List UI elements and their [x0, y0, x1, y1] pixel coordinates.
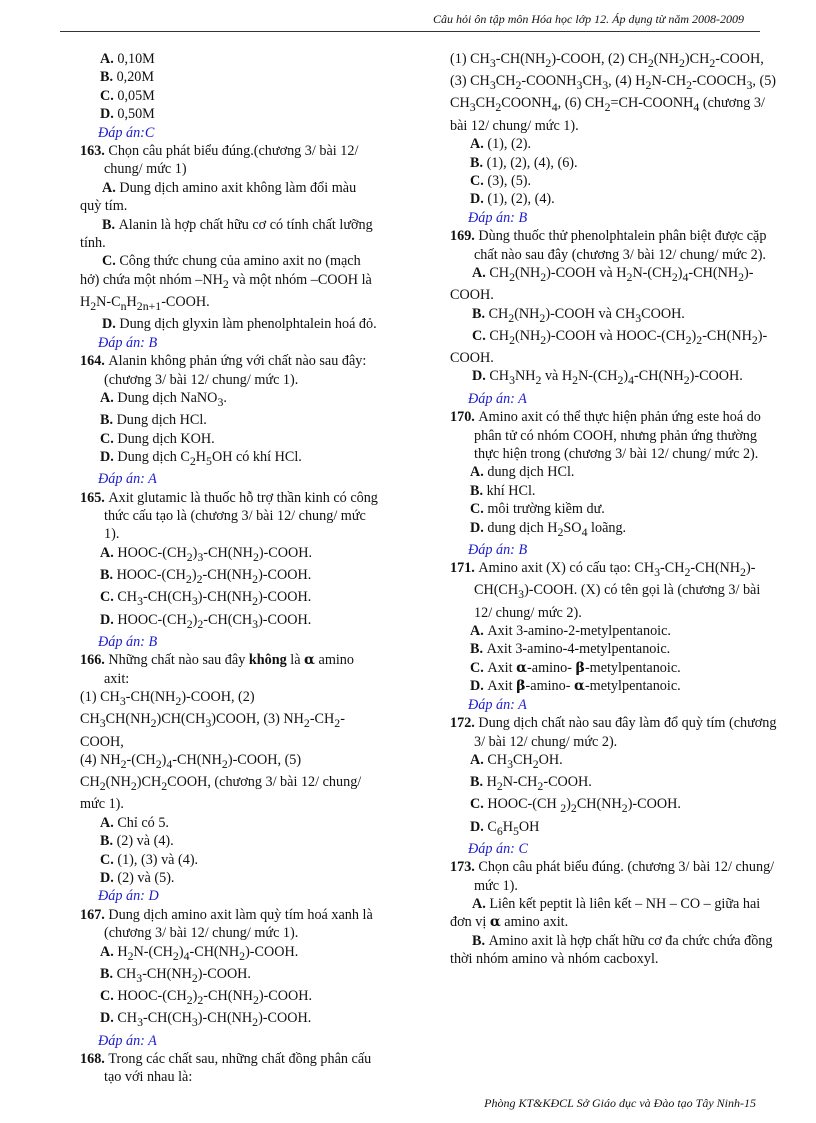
question-text: Chọn câu phát biểu đúng.(chương 3/ bài 12/ chung/ mức 1) — [104, 143, 359, 178]
answer-option — [450, 135, 780, 153]
answer-option — [80, 869, 380, 887]
question-text: Dung dịch chất nào sau đây làm đổ quỳ tím (chương 3/ bài 12/ chung/ mức 2). — [474, 715, 777, 750]
option-text: 0,10M — [117, 51, 155, 67]
answer-option — [80, 588, 380, 610]
option-text: Axit 3-amino-4-metylpentanoic. — [486, 641, 671, 658]
question-number: 168. — [80, 1050, 109, 1067]
question-text: Chọn câu phát biểu đúng. (chương 3/ bài 12/ chung/ mức 1). — [474, 859, 775, 894]
option-text: Chỉ có 5. — [117, 814, 169, 831]
option-letter: D. — [470, 818, 488, 835]
answer-key: Đáp án: A — [468, 696, 527, 713]
option-text: (3), (5). — [487, 172, 532, 189]
answer-option — [80, 943, 380, 965]
option-letter: D. — [470, 519, 488, 536]
answer-option — [80, 544, 380, 566]
option-letter: D. — [472, 368, 490, 385]
option-letter: A. — [472, 264, 490, 281]
option-text: $CH_2(NH_2)$-COOH và $H_2N-(CH_2)_4-CH(NH_2)$-COOH. — [450, 264, 754, 304]
answer-option — [80, 448, 380, 470]
option-text: $CH_3-CH(NH_2)$-COOH. — [116, 965, 251, 985]
answer-option — [80, 987, 380, 1009]
answer-option — [450, 327, 780, 368]
question-number: 169. — [450, 228, 479, 245]
option-letter: A. — [470, 464, 488, 481]
answer-option — [450, 305, 780, 327]
option-letter: D. — [100, 449, 118, 466]
question-text: Trong các chất sau, những chất đồng phân cấu tạo với nhau là: — [104, 1050, 372, 1086]
answer-key: Đáp án: B — [98, 334, 158, 351]
option-letter: B. — [100, 965, 117, 982]
answer-option — [450, 500, 780, 518]
answer-option — [80, 832, 380, 850]
question-text: Alanin không phản ứng với chất nào sau đây: (chương 3/ bài 12/ chung/ mức 1). — [104, 353, 367, 388]
option-text: Dung dịch $C_2H_5OH$ có khí HCl. — [117, 449, 302, 468]
option-letter: D. — [470, 678, 488, 695]
option-text: khí HCl. — [486, 482, 536, 499]
question-heading — [450, 714, 780, 751]
right-column — [450, 50, 780, 969]
option-text: HOOC-$(CH_2)_2-CH(NH_2)$-COOH. — [116, 567, 312, 586]
option-letter: D. — [470, 191, 488, 208]
header-rule — [60, 31, 760, 32]
option-text: (1), (2). — [487, 136, 532, 153]
answer-option — [450, 751, 780, 773]
answer-option — [450, 818, 780, 840]
option-letter: B. — [470, 482, 487, 499]
option-text: (1), (3) và (4). — [117, 851, 199, 868]
option-text: dung dịch HCl. — [487, 464, 575, 481]
option-text: Liên kết peptit là liên kết – NH – CO – giữa hai đơn vị α amino axit. — [450, 896, 761, 931]
question-heading — [450, 559, 780, 622]
option-letter: D. — [100, 870, 118, 886]
answer-key: Đáp án: A — [468, 390, 527, 407]
answer-option — [80, 252, 380, 315]
option-letter: A. — [100, 389, 118, 406]
answer-option — [450, 519, 780, 541]
answer-key: Đáp án:C — [98, 124, 155, 141]
option-letter: C. — [470, 659, 488, 676]
option-letter: A. — [100, 544, 118, 561]
option-text: Dung dịch NaNO$_3$. — [117, 389, 227, 409]
answer-option — [80, 430, 380, 448]
option-letter: C. — [470, 501, 488, 518]
question-text: Axit glutamic là thuốc hỗ trợ thần kinh có công thức cấu tạo là (chương 3/ bài 12/ chung/ mức 1). — [104, 489, 378, 543]
answer-key: Đáp án: D — [98, 888, 159, 905]
answer-option — [80, 566, 380, 588]
option-letter: C. — [470, 172, 488, 189]
question-number: 163. — [80, 143, 109, 160]
answer-option — [80, 68, 380, 86]
option-letter: A. — [100, 943, 118, 960]
option-text: Dung dịch HCl. — [116, 412, 207, 429]
option-letter: C. — [100, 988, 118, 1005]
option-text: $C_6H_5OH$ — [487, 818, 540, 838]
answer-option — [450, 367, 780, 389]
option-letter: B. — [100, 69, 117, 86]
question-text: Dùng thuốc thử phenolphtalein phân biệt được cặp chất nào sau đây (chương 3/ bài 12/ chung/ mức 2). — [474, 228, 767, 263]
answer-option — [80, 105, 380, 123]
option-text: Axit α-amino- β-metylpentanoic. — [487, 659, 681, 676]
answer-option — [80, 611, 380, 633]
option-text: Dung dịch KOH. — [117, 430, 215, 447]
answer-option — [450, 773, 780, 795]
question-heading — [80, 906, 380, 943]
option-text: Axit β-amino- α-metylpentanoic. — [487, 678, 681, 695]
answer-option — [450, 659, 780, 677]
option-letter: D. — [100, 1010, 118, 1027]
option-letter: C. — [100, 851, 118, 868]
option-text: 0,05M — [117, 87, 155, 104]
option-letter: C. — [100, 430, 118, 447]
option-letter: B. — [472, 932, 489, 949]
option-text: Alanin là hợp chất hữu cơ có tính chất lưỡng tính. — [80, 216, 373, 252]
option-text: HOOC-$(CH_2)_2-CH(NH_2)$-COOH. — [117, 988, 313, 1007]
option-letter: B. — [102, 216, 119, 233]
option-letter: B. — [472, 305, 489, 322]
question-heading — [450, 227, 780, 264]
answer-option — [450, 154, 780, 172]
answer-option — [80, 389, 380, 411]
answer-key: Đáp án: C — [468, 840, 528, 857]
answer-option — [80, 814, 380, 832]
option-letter: B. — [100, 567, 117, 584]
option-text: $H_2N-(CH_2)_4-CH(NH_2)$-COOH. — [117, 943, 299, 963]
answer-option — [450, 895, 780, 932]
option-text: 0,50M — [117, 106, 155, 123]
question-heading — [450, 858, 780, 895]
answer-option — [80, 315, 380, 333]
option-letter: C. — [100, 87, 118, 104]
question-number: 165. — [80, 489, 109, 506]
option-letter: B. — [470, 154, 487, 171]
option-text: (2) và (5). — [117, 870, 175, 886]
option-text: HOOC-(CH $_2)_2CH(NH_2)$-COOH. — [487, 796, 681, 816]
option-letter: C. — [100, 589, 118, 606]
question-number: 167. — [80, 906, 109, 923]
answer-option — [450, 463, 780, 481]
answer-key: Đáp án: A — [98, 1032, 157, 1049]
option-text: $CH_3NH_2$ và $H_2N-(CH_2)_4-CH(NH_2)$-COOH. — [489, 368, 743, 388]
question-text: (1) $CH_3-CH(NH_2)$-COOH, (2) $CH_2(NH_2)CH_2$-COOH, (3) $CH_3CH_2-COONH_3CH_3$, (4) $H_2N-CH_2-COOCH_3$, (5) $CH_3CH_2COONH_4$, (6) $CH_2=CH-COONH_4$ (chương 3/ bài 12/ chung/ mức 1). — [450, 51, 777, 134]
page-header: Câu hỏi ôn tập môn Hóa học lớp 12. Áp dụng từ năm 2008-2009 — [433, 12, 744, 26]
answer-option — [450, 640, 780, 658]
option-text: HOOC-$(CH_2)_2-CH(CH_3)$-COOH. — [117, 611, 312, 631]
answer-key: Đáp án: B — [468, 209, 528, 226]
question-number: 173. — [450, 859, 479, 876]
option-text: $CH_3-CH(CH_3)-CH(NH_2)$-COOH. — [117, 589, 312, 609]
question-heading — [80, 1050, 380, 1087]
option-letter: C. — [472, 327, 490, 344]
answer-option — [80, 1009, 380, 1031]
option-letter: A. — [470, 623, 488, 640]
option-text: môi trường kiềm dư. — [487, 501, 605, 518]
question-text: (4) $NH_2-(CH_2)_4-CH(NH_2)$-COOH, (5) $CH_2(NH_2)CH_2COOH$, (chương 3/ bài 12/ chung/ mức 1). — [80, 751, 362, 813]
option-letter: D. — [100, 611, 118, 628]
question-number: 164. — [80, 353, 109, 370]
question-heading — [80, 142, 380, 179]
option-text: HOOC-$(CH_2)_3-CH(NH_2)$-COOH. — [117, 544, 313, 564]
option-letter: A. — [472, 896, 490, 913]
answer-option — [80, 50, 380, 68]
answer-option — [450, 190, 780, 208]
question-text: Những chất nào sau đây không là α amino axit: — [104, 652, 354, 687]
option-text: $CH_2(NH_2)$-COOH và HOOC-$(CH_2)_2-CH(NH_2)$-COOH. — [450, 327, 768, 367]
option-text: $CH_2(NH_2)$-COOH và $CH_3COOH$. — [488, 305, 685, 325]
left-column — [80, 50, 380, 1087]
question-number: 171. — [450, 560, 479, 577]
question-number: 172. — [450, 715, 479, 732]
question-number: 166. — [80, 652, 109, 669]
option-text: Dung dịch glyxin làm phenolphtalein hoá đỏ. — [119, 316, 377, 333]
option-letter: B. — [470, 641, 487, 658]
question-heading — [80, 651, 380, 688]
option-text: Dung dịch amino axit không làm đổi màu quỳ tím. — [80, 179, 357, 215]
question-text: Amino axit (X) có cấu tạo: $CH_3-CH_2-CH(NH_2)-CH(CH_3)$-COOH. (X) có tên gọi là (chương 3/ bài 12/ chung/ mức 2). — [474, 560, 761, 621]
option-letter: B. — [100, 412, 117, 429]
option-letter: A. — [470, 136, 488, 153]
question-heading — [80, 489, 380, 544]
option-text: (1), (2), (4), (6). — [486, 154, 578, 171]
answer-option — [80, 411, 380, 429]
option-letter: A. — [470, 751, 488, 768]
answer-option — [450, 264, 780, 305]
option-text: Công thức chung của amino axit no (mạch hở) chứa một nhóm $-NH_2$ và một nhóm –COOH là $H_2N-C_nH_{2n+1}$-COOH. — [80, 253, 372, 313]
answer-option — [450, 932, 780, 969]
option-text: Amino axit là hợp chất hữu cơ đa chức chứa đồng thời nhóm amino và nhóm cacboxyl. — [450, 932, 773, 968]
question-heading — [80, 352, 380, 389]
question-number: 170. — [450, 409, 479, 426]
answer-option — [450, 482, 780, 500]
option-letter: A. — [100, 51, 118, 67]
option-text: dung dịch $H_2SO_4$ loãng. — [487, 519, 627, 539]
answer-key: Đáp án: B — [468, 541, 528, 558]
question-text: Dung dịch amino axit làm quỳ tím hoá xanh là (chương 3/ bài 12/ chung/ mức 1). — [104, 906, 373, 942]
option-text: Axit 3-amino-2-metylpentanoic. — [487, 623, 671, 640]
answer-key: Đáp án: A — [98, 471, 157, 488]
answer-option — [80, 851, 380, 869]
question-text: (1) $CH_3-CH(NH_2)$-COOH, (2) $CH_3CH(NH_2)CH(CH_3)COOH$, (3) $NH_2-CH_2$-COOH, — [80, 689, 345, 750]
option-text: $H_2N-CH_2$-COOH. — [486, 774, 592, 793]
answer-option — [450, 795, 780, 817]
option-text: 0,20M — [116, 69, 155, 86]
answer-option — [450, 622, 780, 640]
option-text: (1), (2), (4). — [487, 191, 555, 208]
answer-option — [80, 87, 380, 105]
option-text: (2) và (4). — [116, 833, 174, 850]
option-text: $CH_3-CH(CH_3)-CH(NH_2)$-COOH. — [117, 1010, 312, 1030]
option-letter: A. — [102, 179, 120, 196]
option-letter: D. — [100, 106, 118, 123]
option-letter: C. — [470, 796, 488, 813]
answer-key: Đáp án: B — [98, 633, 158, 650]
option-letter: B. — [470, 774, 487, 791]
option-letter: B. — [100, 833, 117, 850]
answer-option — [450, 677, 780, 695]
answer-option — [450, 172, 780, 190]
page-footer: Phòng KT&KĐCL Sở Giáo dục và Đào tạo Tây Ninh-15 — [484, 1096, 756, 1110]
option-letter: D. — [102, 316, 120, 333]
answer-option — [80, 965, 380, 987]
answer-option — [80, 179, 380, 216]
question-heading — [450, 408, 780, 463]
option-letter: C. — [102, 253, 120, 270]
option-text: $CH_3CH_2OH$. — [487, 751, 563, 771]
question-text: Amino axit có thể thực hiện phản ứng este hoá do phân tử có nhóm COOH, nhưng phản ứng thường thực hiện trong (chương 3/ bài 12/ chung/ mức 2). — [474, 409, 761, 462]
answer-option — [80, 216, 380, 253]
option-letter: A. — [100, 814, 118, 831]
